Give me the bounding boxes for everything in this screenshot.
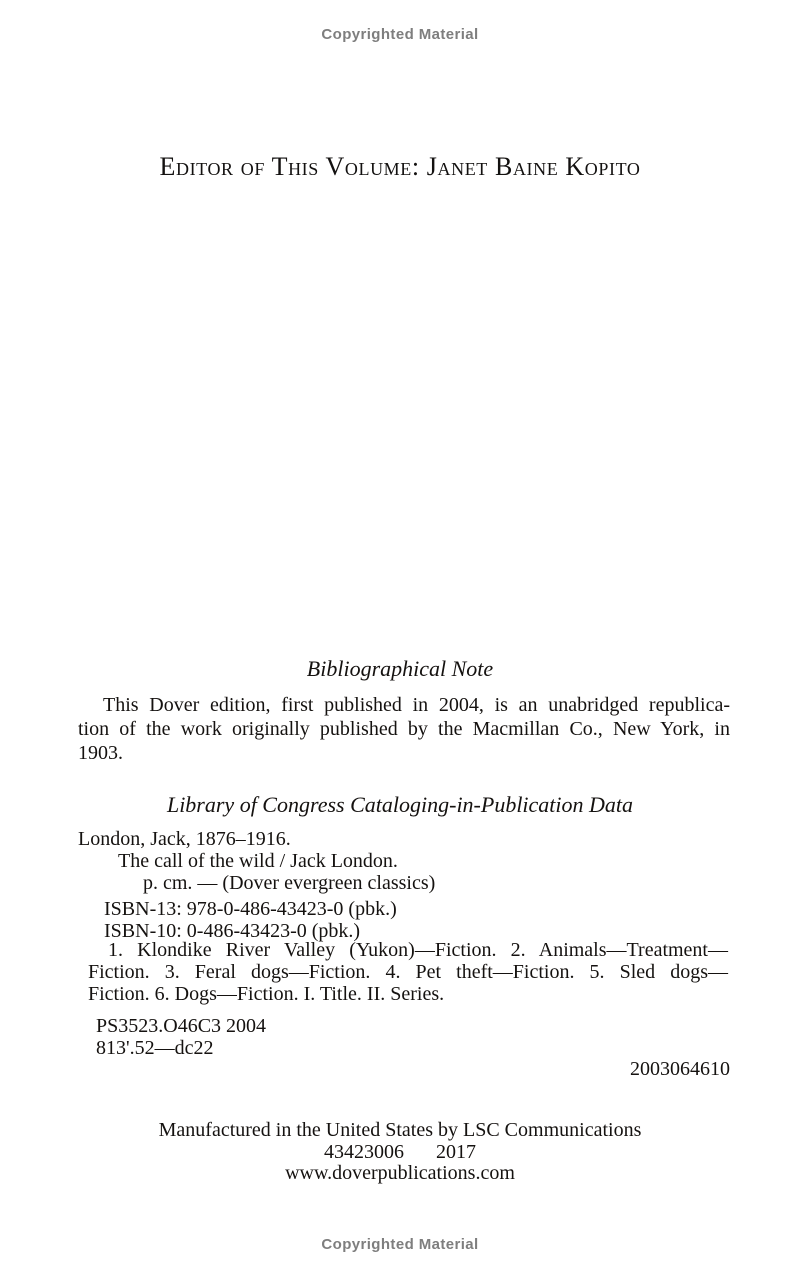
copyrighted-material-watermark-bottom: Copyrighted Material xyxy=(321,1236,479,1253)
bibliographical-note-line: This Dover edition, first published in 2004, is an unabridged republica- xyxy=(103,694,730,716)
editor-credit-line: Editor of This Volume: Janet Baine Kopito xyxy=(159,152,641,181)
print-run-line xyxy=(0,1142,800,1164)
cataloging-data-heading: Library of Congress Cataloging-in-Publication Data xyxy=(166,792,634,817)
catalog-collation-line: p. cm. — (Dover evergreen classics) xyxy=(143,872,436,894)
bibliographical-note-heading: Bibliographical Note xyxy=(306,656,494,681)
print-code: 43423006 xyxy=(324,1140,404,1163)
print-year: 2017 xyxy=(436,1140,476,1163)
dewey-number: 813'.52—dc22 xyxy=(96,1037,214,1059)
catalog-subject-line: 1. Klondike River Valley (Yukon)—Fiction. 2. Animals—Treatment— xyxy=(108,939,728,961)
catalog-title-line: The call of the wild / Jack London. xyxy=(118,850,398,872)
manufacturing-imprint xyxy=(0,1120,800,1185)
manufactured-line: Manufactured in the United States by LSC Communications xyxy=(158,1119,642,1141)
publisher-website: www.doverpublications.com xyxy=(285,1162,515,1184)
copyrighted-material-watermark-top: Copyrighted Material xyxy=(321,26,479,43)
catalog-author-line: London, Jack, 1876–1916. xyxy=(78,828,291,850)
bibliographical-note-line: 1903. xyxy=(78,742,123,764)
bibliographical-note-paragraph xyxy=(78,693,730,765)
catalog-subject-headings xyxy=(88,940,728,1005)
catalog-subject-line: Fiction. 3. Feral dogs—Fiction. 4. Pet theft—Fiction. 5. Sled dogs— xyxy=(88,960,728,983)
catalog-isbn10-line: ISBN-10: 0-486-43423-0 (pbk.) xyxy=(104,920,361,942)
bibliographical-note-line: tion of the work originally published by the Macmillan Co., New York, in xyxy=(78,718,730,740)
lc-call-number: PS3523.O46C3 2004 xyxy=(96,1015,267,1037)
catalog-isbn13-line: ISBN-13: 978-0-486-43423-0 (pbk.) xyxy=(104,898,397,920)
catalog-subject-line: Fiction. 6. Dogs—Fiction. I. Title. II. Series. xyxy=(88,982,445,1005)
lccn-number: 2003064610 xyxy=(630,1058,730,1080)
